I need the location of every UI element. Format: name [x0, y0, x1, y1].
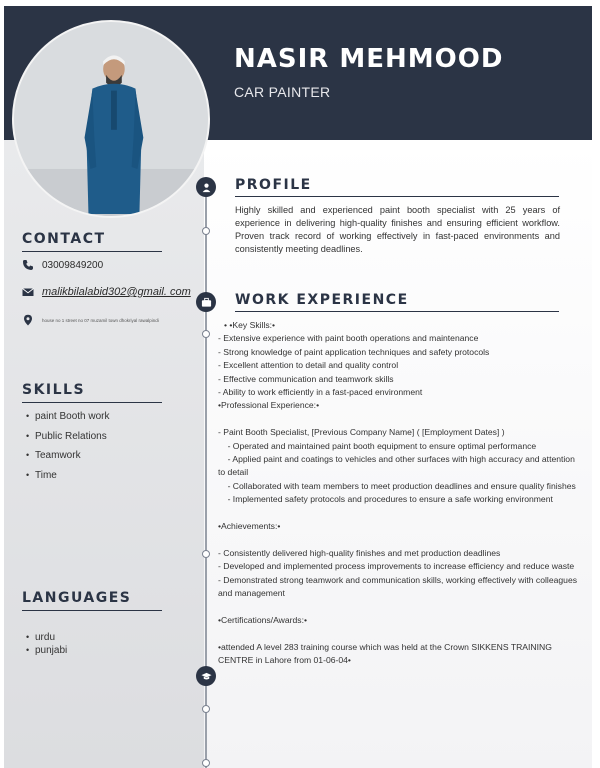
- work-experience-body: [218, 319, 584, 667]
- work-line: - Ability to work efficiently in a fast-paced environment: [218, 387, 423, 398]
- resume-page: [4, 6, 592, 768]
- work-line: - Extensive experience with paint booth operations and maintenance: [218, 333, 479, 344]
- briefcase-icon: [196, 292, 216, 312]
- list-item: • Time: [26, 466, 110, 486]
- location-pin-icon: [22, 314, 34, 326]
- email-icon: [22, 286, 34, 298]
- work-line: - Consistently delivered high-quality finishes and met production deadlines: [218, 547, 501, 558]
- timeline-dot: [202, 550, 210, 558]
- work-experience-divider: [235, 311, 559, 312]
- work-line: - Strong knowledge of paint application techniques and safety protocols: [218, 346, 490, 357]
- skills-heading: SKILLS: [22, 382, 86, 398]
- profile-heading: PROFILE: [235, 177, 312, 193]
- candidate-name: NASIR MEHMOOD: [234, 44, 504, 74]
- contact-phone-row: [22, 259, 103, 271]
- work-line: - Demonstrated strong teamwork and communication skills, working effectively with colleagues and management: [218, 574, 578, 599]
- job-title: CAR PAINTER: [234, 84, 331, 100]
- profile-divider: [235, 196, 559, 197]
- work-experience-heading: WORK EXPERIENCE: [235, 292, 409, 308]
- languages-heading: LANGUAGES: [22, 590, 132, 606]
- list-item: • Teamwork: [26, 446, 110, 466]
- profile-photo: [12, 20, 210, 218]
- work-line: - Excellent attention to detail and quality control: [218, 360, 399, 371]
- timeline-dot: [202, 705, 210, 713]
- spacer: [218, 413, 584, 426]
- languages-divider: [22, 610, 162, 611]
- graduation-cap-icon: [196, 666, 216, 686]
- work-line: •Achievements:•: [218, 521, 281, 532]
- work-line: •Certifications/Awards:•: [218, 614, 307, 625]
- list-item: • punjabi: [26, 644, 67, 657]
- timeline-dot: [202, 330, 210, 338]
- phone-icon: [22, 259, 34, 271]
- contact-heading: CONTACT: [22, 231, 106, 247]
- phone-number: 03009849200: [42, 259, 104, 271]
- profile-summary: Highly skilled and experienced paint booth specialist with 25 years of experience in delivering high-quality finishes and ensuring efficient workflow. Proven track record of working effectively in fast-paced environments and consistently meeting deadlines.: [235, 205, 560, 254]
- spacer: [218, 507, 584, 520]
- email-address[interactable]: malikbilalabid302@gmail. com: [42, 286, 191, 298]
- list-item: • Public Relations: [26, 427, 110, 447]
- list-item: • urdu: [26, 631, 67, 644]
- work-line: - Applied paint and coatings to vehicles and other surfaces with high accuracy and attention to detail: [218, 454, 578, 478]
- list-item: • paint Booth work: [26, 407, 110, 427]
- work-line: - Effective communication and teamwork skills: [218, 373, 394, 384]
- skills-list: [26, 407, 110, 485]
- spacer: [218, 600, 584, 613]
- work-line: •Professional Experience:•: [218, 400, 320, 411]
- skills-divider: [22, 402, 162, 403]
- timeline-dot: [202, 759, 210, 767]
- work-line: - Implemented safety protocols and procedures to ensure a safe working environment: [218, 494, 553, 505]
- work-line: - Developed and implemented process improvements to increase efficiency and reduce waste: [218, 561, 575, 572]
- work-line: - Paint Booth Specialist, [Previous Company Name] ( [Employment Dates] ): [218, 427, 505, 438]
- home-address: house no 1 street no 07 muzamil town dhokriyal rawalpindi: [42, 317, 159, 323]
- spacer: [218, 533, 584, 546]
- work-line: - Operated and maintained paint booth equipment to ensure optimal performance: [218, 440, 537, 451]
- profile-person-icon: [196, 177, 216, 197]
- work-line: - Collaborated with team members to meet production deadlines and ensure quality finishes: [218, 480, 576, 491]
- contact-email-row: [22, 286, 191, 298]
- timeline-dot: [202, 227, 210, 235]
- contact-divider: [22, 251, 162, 252]
- languages-list: [26, 631, 67, 657]
- work-line: •attended A level 283 training course which was held at the Crown SIKKENS TRAINING CENTRE in Lahore from 01-06-04•: [218, 641, 552, 666]
- spacer: [218, 627, 584, 640]
- contact-address-row: [22, 314, 159, 326]
- work-line: • •Key Skills:•: [224, 320, 276, 330]
